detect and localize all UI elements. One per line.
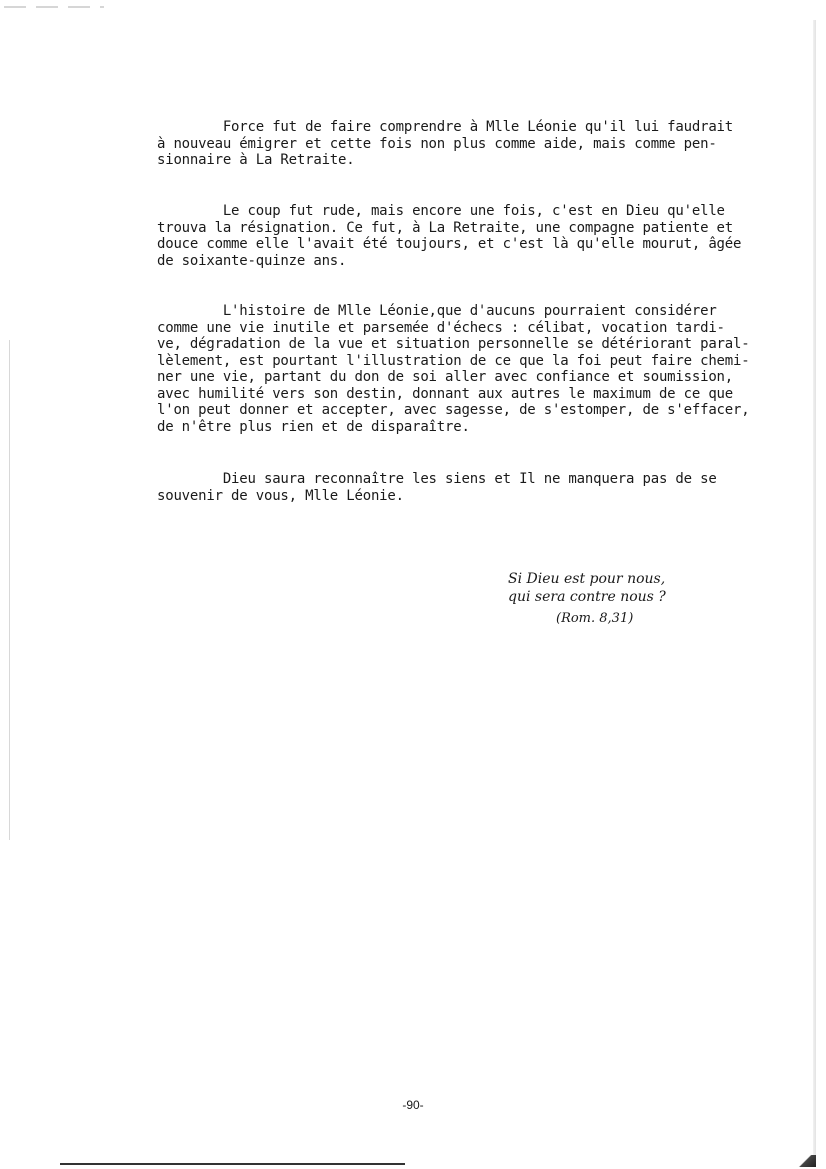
bible-quote xyxy=(508,570,666,606)
scan-artifact-corner xyxy=(796,1155,816,1167)
scan-artifact-top xyxy=(4,6,104,8)
scan-artifact-left-edge xyxy=(9,340,10,840)
page-number: -90- xyxy=(402,1098,424,1112)
paragraph-line: l'on peut donner et accepter, avec sagesse, de s'estomper, de s'effacer, xyxy=(157,402,750,418)
paragraph-line: Le coup fut rude, mais encore une fois, c'est en Dieu qu'elle xyxy=(157,203,725,219)
paragraph-line: comme une vie inutile et parsemée d'échecs : célibat, vocation tardi- xyxy=(157,319,725,336)
quote-line-1: Si Dieu est pour nous, xyxy=(508,571,666,587)
paragraph-3 xyxy=(157,303,757,435)
quote-reference: (Rom. 8,31) xyxy=(556,611,634,626)
paragraph-line: douce comme elle l'avait été toujours, et c'est là qu'elle mourut, âgée xyxy=(157,236,742,252)
paragraph-4 xyxy=(157,471,757,504)
paragraph-line: à nouveau émigrer et cette fois non plus comme aide, mais comme pen- xyxy=(157,135,717,152)
paragraph-line: avec humilité vers son destin, donnant aux autres le maximum de ce que xyxy=(157,385,734,402)
paragraph-line: trouva la résignation. Ce fut, à La Retraite, une compagne patiente et xyxy=(157,219,734,236)
paragraph-1 xyxy=(157,119,757,169)
paragraph-line: L'histoire de Mlle Léonie,que d'aucuns pourraient considérer xyxy=(157,303,717,319)
paragraph-line: lèlement, est pourtant l'illustration de ce que la foi peut faire chemi- xyxy=(157,352,750,369)
paragraph-line: sionnaire à La Retraite. xyxy=(157,152,355,168)
paragraph-line: Dieu saura reconnaître les siens et Il ne manquera pas de se xyxy=(157,471,717,487)
paragraph-line: de n'être plus rien et de disparaître. xyxy=(157,418,470,435)
scan-artifact-right-edge xyxy=(813,20,816,1160)
scan-artifact-bottom-line xyxy=(60,1163,405,1165)
paragraph-line: de soixante-quinze ans. xyxy=(157,252,347,269)
paragraph-line: ner une vie, partant du don de soi aller avec confiance et soumission, xyxy=(157,369,734,385)
paragraph-line: ve, dégradation de la vue et situation personnelle se détériorant paral- xyxy=(157,336,750,352)
paragraph-2 xyxy=(157,203,757,269)
paragraph-line: souvenir de vous, Mlle Léonie. xyxy=(157,487,404,504)
quote-line-2: qui sera contre nous ? xyxy=(508,589,666,605)
paragraph-line: Force fut de faire comprendre à Mlle Léonie qu'il lui faudrait xyxy=(157,119,734,135)
